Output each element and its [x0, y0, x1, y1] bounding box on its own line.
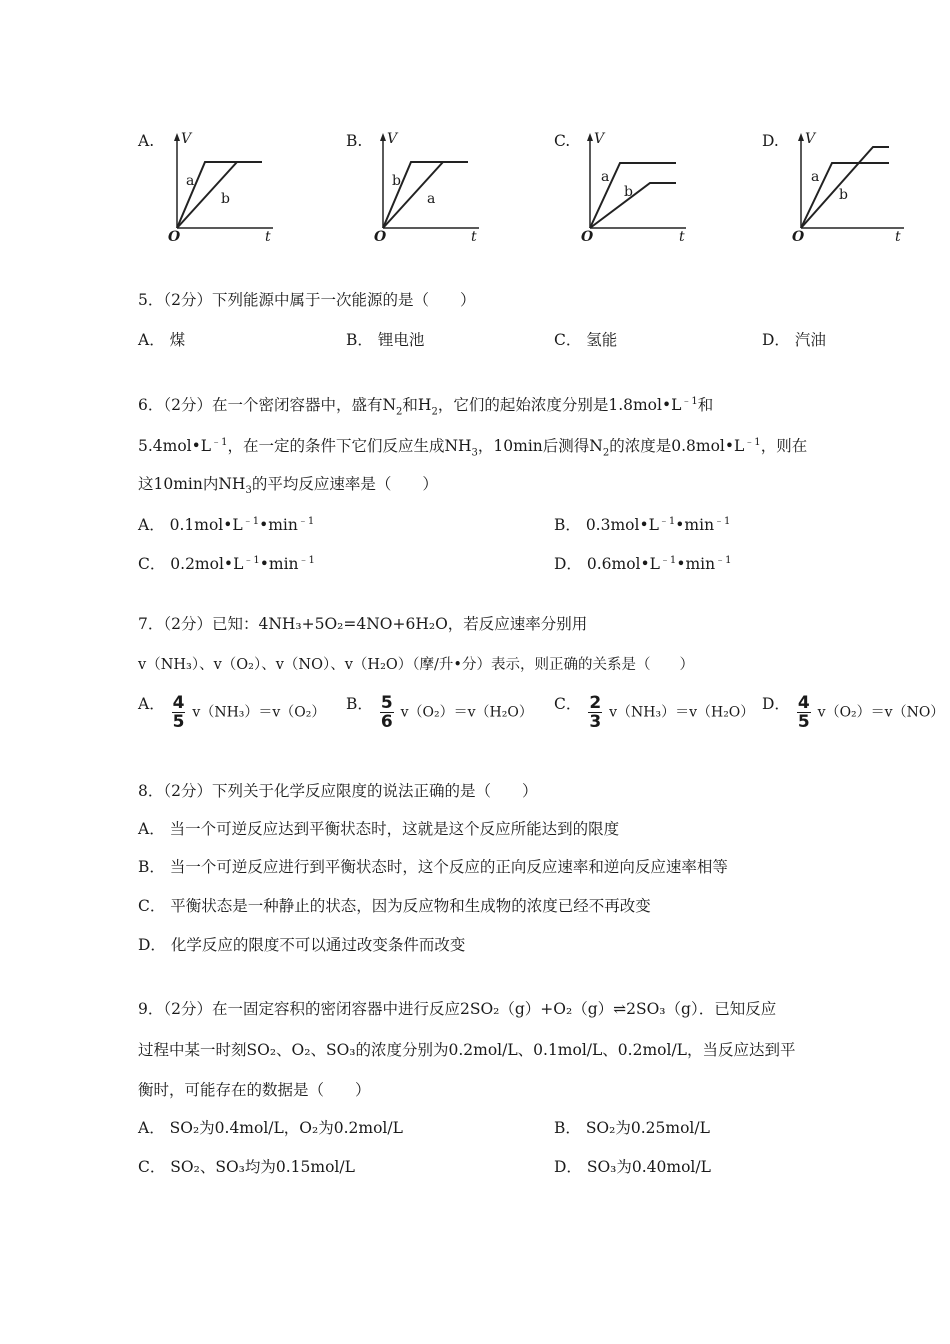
q8-option-a: A． 当一个可逆反应达到平衡状态时，这就是这个反应所能达到的限度: [138, 820, 620, 838]
y-axis-label: V: [181, 131, 192, 147]
q8-option-b: B． 当一个可逆反应进行到平衡状态时，这个反应的正向反应速率和逆向反应速率相等: [138, 858, 728, 876]
q7-line-2: v（NH₃）、v（O₂）、v（NO）、v（H₂O）（摩/升•分）表示，则正确的关系是（ ）: [138, 657, 694, 673]
q5-option-a: A． 煤: [138, 331, 186, 349]
origin-label: O: [792, 229, 805, 245]
q7-option-a: A． $\frac{4}{5}$ v（NH₃）＝v（O₂）: [138, 693, 326, 732]
graph-label: D.: [762, 132, 779, 150]
origin-label: O: [374, 229, 387, 245]
line-label-steep: b: [392, 173, 401, 189]
q5-stem: 5．（2分）下列能源中属于一次能源的是（ ）: [138, 291, 476, 309]
q6-option-c: C． $0.2mol•L^{﹣1}•\min^{﹣1}$: [138, 555, 315, 574]
origin-label: O: [168, 229, 181, 245]
x-axis-label: t: [895, 229, 901, 245]
q5-option-c: C． 氢能: [554, 331, 618, 349]
q8-option-c: C． 平衡状态是一种静止的状态，因为反应物和生成物的浓度已经不再改变: [138, 897, 651, 915]
q6-line-1: 6．（2分）在一个密闭容器中，盛有$N_2$和$H_2$，它们的起始浓度分别是$1.8mol•L^{﹣1}$和: [138, 396, 714, 418]
line-label-steep: a: [186, 173, 195, 189]
q9-line-3: 衡时，可能存在的数据是（ ）: [138, 1081, 371, 1099]
graph-label: B.: [346, 132, 363, 150]
fraction: $\frac{2}{3}$: [589, 693, 602, 732]
q6-line-3: 这10min内$NH_3$的平均反应速率是（ ）: [138, 475, 438, 497]
origin-label: O: [581, 229, 594, 245]
q5-option-b: B． 锂电池: [346, 331, 425, 349]
line-label-gentle: a: [427, 191, 436, 207]
q6-option-b: B． $0.3mol•L^{﹣1}•\min^{﹣1}$: [554, 516, 731, 535]
fraction: $\frac{4}{5}$: [172, 693, 185, 732]
q7-option-d: D． $\frac{4}{5}$ v（O₂）＝v（NO）: [762, 693, 945, 732]
y-axis-label: V: [594, 131, 605, 147]
line-label-gentle: b: [839, 187, 848, 203]
q9-option-b: B． SO₂为0.25mol/L: [554, 1119, 710, 1137]
q9-line-1: 9．（2分）在一固定容积的密闭容器中进行反应2SO₂（g）+O₂（g）⇌2SO₃（g）．已知反应: [138, 1000, 777, 1018]
q6-option-d: D． $0.6mol•L^{﹣1}•\min^{﹣1}$: [554, 555, 732, 574]
line-label-steep: a: [811, 169, 820, 185]
y-axis-label: V: [387, 131, 398, 147]
q7-line-1: 7．（2分）已知：4NH₃+5O₂=4NO+6H₂O，若反应速率分别用: [138, 615, 588, 633]
q9-option-a: A． SO₂为0.4mol/L，O₂为0.2mol/L: [138, 1119, 403, 1137]
q6-line-2: $5.4mol•L^{﹣1}$，在一定的条件下它们反应生成$NH_3$，10min后测得$N_2$的浓度是$0.8mol•L^{﹣1}$，则在: [138, 437, 808, 459]
x-axis-label: t: [679, 229, 685, 245]
q9-option-d: D． SO₃为0.40mol/L: [554, 1158, 711, 1176]
q8-stem: 8．（2分）下列关于化学反应限度的说法正确的是（ ）: [138, 782, 538, 800]
graph-label: A.: [138, 132, 155, 150]
line-label-gentle: b: [221, 191, 230, 207]
fraction: $\frac{4}{5}$: [797, 693, 810, 732]
fraction: $\frac{5}{6}$: [380, 693, 393, 732]
line-label-steep: a: [601, 169, 610, 185]
q5-option-d: D． 汽油: [762, 331, 826, 349]
y-axis-label: V: [805, 131, 816, 147]
q7-option-b: B． $\frac{5}{6}$ v（O₂）＝v（H₂O）: [346, 693, 533, 732]
q8-option-d: D． 化学反应的限度不可以通过改变条件而改变: [138, 936, 466, 954]
q9-line-2: 过程中某一时刻SO₂、O₂、SO₃的浓度分别为0.2mol/L、0.1mol/L、0.2mol/L，当反应达到平: [138, 1041, 796, 1059]
q7-option-c: C． $\frac{2}{3}$ v（NH₃）＝v（H₂O）: [554, 693, 755, 732]
q6-option-a: A． $0.1mol•L^{﹣1}•\min^{﹣1}$: [138, 516, 315, 535]
q9-option-c: C． SO₂、SO₃均为0.15mol/L: [138, 1158, 355, 1176]
x-axis-label: t: [265, 229, 271, 245]
x-axis-label: t: [471, 229, 477, 245]
graph-label: C.: [554, 132, 571, 150]
line-label-gentle: b: [624, 184, 633, 200]
